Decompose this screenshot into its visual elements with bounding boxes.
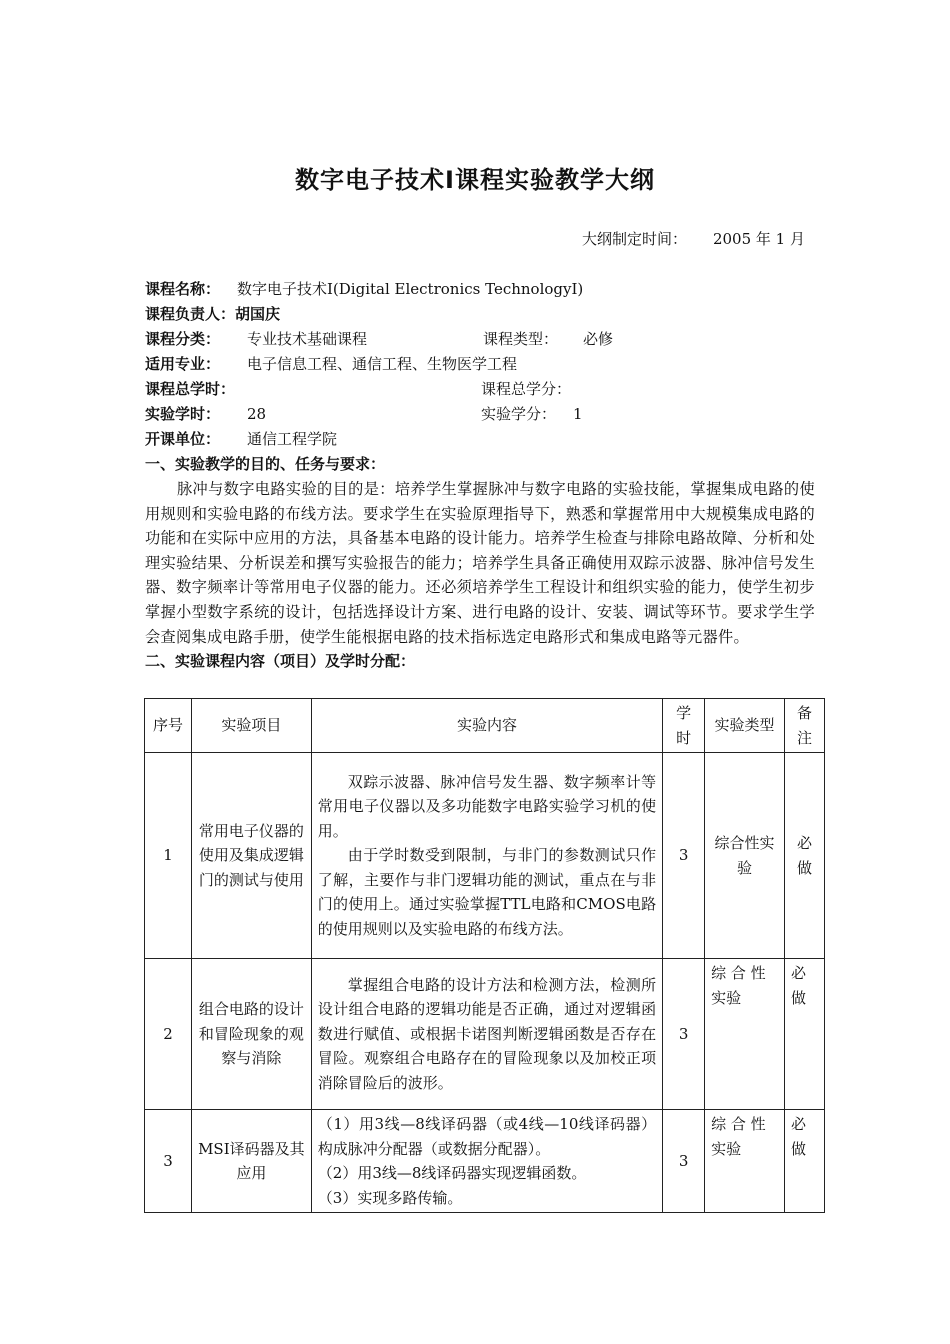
type-label: 课程类型： xyxy=(483,330,559,348)
course-name-label: 课程名称： xyxy=(145,280,221,298)
info-row-owner xyxy=(145,302,815,327)
row-content-paragraph: 掌握组合电路的设计方法和检测方法，检测所设计组合电路的逻辑功能是否正确，通过对逻辑函数进行赋值、或根据卡诺图判断逻辑函数是否存在冒险。观察组合电路存在的冒险现象以及加校正项消除冒险后的波形。 xyxy=(317,975,657,1092)
dept-value: 通信工程学院 xyxy=(247,430,338,448)
row-item: 常用电子仪器的使用及集成逻辑门的测试与使用 xyxy=(191,753,311,959)
section2-heading: 二、实验课程内容（项目）及学时分配： xyxy=(145,652,416,671)
dept-label: 开课单位： xyxy=(145,430,221,448)
header-type: 实验类型 xyxy=(705,699,785,753)
header-content: 实验内容 xyxy=(311,699,662,753)
row-content-line: （3）实现多路传输。 xyxy=(317,1188,463,1207)
info-row-totals xyxy=(145,377,815,402)
owner-value: 胡国庆 xyxy=(235,305,281,323)
header-hours: 学时 xyxy=(663,699,705,753)
row-content-line: （1）用3线—8线译码器（或4线—10线译码器）构成脉冲分配器（或数据分配器）。 xyxy=(317,1115,657,1158)
section1-heading: 一、实验教学的目的、任务与要求： xyxy=(145,455,386,473)
total-credits-label: 课程总学分： xyxy=(481,380,572,398)
course-info xyxy=(145,277,815,674)
lab-hours-label: 实验学时： xyxy=(145,405,221,423)
row-item: MSI译码器及其应用 xyxy=(191,1110,311,1213)
course-name-value: 数字电子技术Ⅰ(Digital Electronics TechnologyⅠ) xyxy=(237,280,584,298)
row-type: 综合性实验 xyxy=(705,753,785,959)
info-row-course-name xyxy=(145,277,815,302)
lab-credits-value: 1 xyxy=(573,405,583,423)
owner-label: 课程负责人： xyxy=(145,305,236,323)
table-row xyxy=(145,1110,825,1213)
row-no: 3 xyxy=(145,1110,192,1213)
row-no: 2 xyxy=(145,959,192,1110)
row-item: 组合电路的设计和冒险现象的观察与消除 xyxy=(191,959,311,1110)
outline-date xyxy=(574,228,805,249)
date-value: 2005 年 1 月 xyxy=(712,230,805,248)
row-content-line: （2）用3线—8线译码器实现逻辑函数。 xyxy=(317,1164,587,1182)
info-row-category xyxy=(145,327,815,352)
row-type: 综 合 性 实验 xyxy=(705,1110,785,1213)
row-note: 必做 xyxy=(784,959,824,1110)
category-value: 专业技术基础课程 xyxy=(247,330,368,348)
row-content xyxy=(311,1110,662,1213)
table-header-row xyxy=(145,699,825,753)
lab-hours-value: 28 xyxy=(247,405,267,423)
header-item: 实验项目 xyxy=(191,699,311,753)
table-row xyxy=(145,753,825,959)
info-row-majors xyxy=(145,352,815,377)
majors-label: 适用专业： xyxy=(145,355,221,373)
row-hours: 3 xyxy=(663,959,705,1110)
lab-credits-label: 实验学分： xyxy=(481,405,557,423)
row-type: 综 合 性 实验 xyxy=(705,959,785,1110)
row-note: 必做 xyxy=(784,1110,824,1213)
info-row-lab xyxy=(145,402,815,427)
type-value: 必修 xyxy=(583,330,614,348)
section1-paragraph: 脉冲与数字电路实验的目的是：培养学生掌握脉冲与数字电路的实验技能，掌握集成电路的使用规则和实验电路的布线方法。要求学生在实验原理指导下，熟悉和掌握常用中大规模集成电路的功能和在实际中应用的方法，具备基本电路的设计能力。培养学生检查与排除电路故障、分析和处理实验结果、分析误差和撰写实验报告的能力；培养学生具备正确使用双踪示波器、脉冲信号发生器、数字频率计等常用电子仪器的能力。还必须培养学生工程设计和组织实验的能力，使学生初步掌握小型数字系统的设计，包括选择设计方案、进行电路的设计、安装、调试等环节。要求学生学会查阅集成电路手册，使学生能根据电路的技术指标选定电路形式和集成电路等元器件。 xyxy=(145,480,815,646)
row-content-paragraph: 双踪示波器、脉冲信号发生器、数字频率计等常用电子仪器以及多功能数字电路实验学习机的使用。 xyxy=(317,772,657,840)
experiment-table xyxy=(144,698,825,1213)
row-hours: 3 xyxy=(663,753,705,959)
row-content xyxy=(311,753,662,959)
header-no: 序号 xyxy=(145,699,192,753)
info-row-dept xyxy=(145,427,815,452)
category-label: 课程分类： xyxy=(145,330,221,348)
row-note: 必做 xyxy=(784,753,824,959)
row-content xyxy=(311,959,662,1110)
row-hours: 3 xyxy=(663,1110,705,1213)
date-label: 大纲制定时间： xyxy=(581,230,687,248)
page-title: 数字电子技术Ⅰ课程实验教学大纲 xyxy=(295,166,655,194)
majors-value: 电子信息工程、通信工程、生物医学工程 xyxy=(247,355,518,373)
table-row xyxy=(145,959,825,1110)
row-content-paragraph: 由于学时数受到限制，与非门的参数测试只作了解，主要作与非门逻辑功能的测试，重点在与非门的使用上。通过实验掌握TTL电路和CMOS电路的使用规则以及实验电路的布线方法。 xyxy=(317,846,657,938)
row-no: 1 xyxy=(145,753,192,959)
total-hours-label: 课程总学时： xyxy=(145,380,236,398)
header-note: 备注 xyxy=(784,699,824,753)
